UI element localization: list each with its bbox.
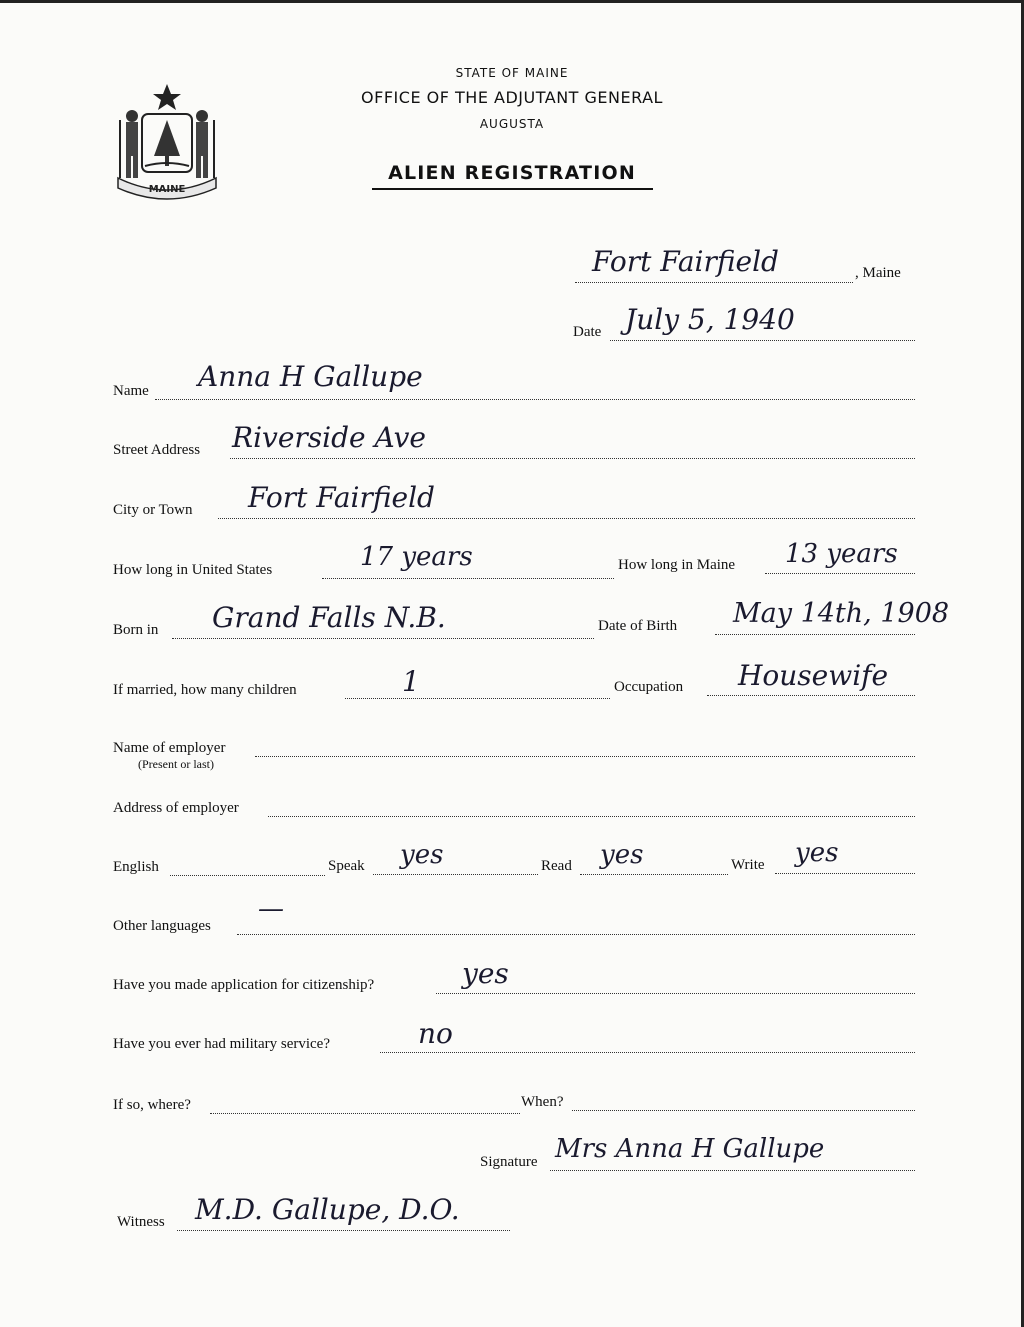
write-line (775, 873, 915, 874)
military-line (380, 1052, 915, 1053)
us-duration-value: 17 years (360, 542, 473, 572)
us-duration-line (322, 578, 614, 579)
name-line (155, 399, 915, 400)
where-label: If so, where? (113, 1097, 191, 1113)
citizenship-label: Have you made application for citizenship? (113, 977, 375, 993)
employer-label: Name of employer (113, 740, 226, 756)
children-label: If married, how many children (113, 682, 297, 698)
children-value: 1 (402, 665, 420, 698)
children-line (345, 698, 610, 699)
signature-line (550, 1170, 915, 1171)
office-heading: OFFICE OF THE ADJUTANT GENERAL (361, 88, 663, 107)
maine-duration-line (765, 573, 915, 574)
state-heading: STATE OF MAINE (455, 66, 569, 80)
city-value: Fort Fairfield (248, 481, 435, 514)
other-languages-value: — (258, 894, 284, 924)
employer-address-line (268, 816, 915, 817)
street-label: Street Address (113, 442, 201, 458)
maine-duration-label: How long in Maine (618, 557, 736, 573)
military-label: Have you ever had military service? (113, 1036, 330, 1052)
signature-value: Mrs Anna H Gallupe (555, 1134, 825, 1164)
street-line (230, 458, 915, 459)
citizenship-line (436, 993, 915, 994)
dob-label: Date of Birth (598, 618, 678, 634)
city-heading: AUGUSTA (479, 117, 545, 131)
military-value: no (418, 1017, 453, 1050)
other-languages-label: Other languages (113, 918, 211, 934)
other-languages-line (237, 934, 915, 935)
when-line (572, 1110, 915, 1111)
place-label: , Maine (855, 265, 901, 281)
date-label: Date (573, 324, 602, 340)
speak-value: yes (400, 840, 444, 870)
born-value: Grand Falls N.B. (212, 601, 446, 634)
write-label: Write (731, 857, 765, 873)
employer-address-label: Address of employer (113, 800, 239, 816)
occupation-label: Occupation (614, 679, 684, 695)
employer-line (255, 756, 915, 757)
date-value: July 5, 1940 (625, 303, 795, 336)
maine-duration-value: 13 years (785, 539, 898, 569)
seal-label: MAINE (148, 184, 186, 195)
employer-sublabel: (Present or last) (138, 757, 214, 771)
citizenship-value: yes (462, 957, 509, 990)
date-line (610, 340, 915, 341)
city-label: City or Town (113, 502, 193, 518)
us-duration-label: How long in United States (113, 562, 273, 578)
where-line (210, 1113, 520, 1114)
occupation-line (707, 695, 915, 696)
border-top (0, 0, 1024, 3)
dob-value: May 14th, 1908 (733, 598, 950, 629)
form-title: ALIEN REGISTRATION (388, 162, 636, 184)
born-label: Born in (113, 622, 159, 638)
write-value: yes (795, 838, 839, 868)
when-label: When? (521, 1094, 564, 1110)
english-line (170, 875, 325, 876)
signature-label: Signature (480, 1154, 538, 1170)
dob-line (715, 634, 915, 635)
occupation-value: Housewife (738, 659, 889, 692)
witness-line (177, 1230, 510, 1231)
name-label: Name (113, 383, 149, 399)
place-value: Fort Fairfield (592, 245, 779, 278)
speak-line (373, 874, 538, 875)
witness-label: Witness (117, 1214, 165, 1230)
city-line (218, 518, 915, 519)
title-underline (372, 188, 653, 190)
speak-label: Speak (328, 858, 365, 874)
place-line (575, 282, 853, 283)
read-line (580, 874, 728, 875)
read-label: Read (541, 858, 572, 874)
read-value: yes (600, 840, 644, 870)
born-line (172, 638, 594, 639)
english-label: English (113, 859, 159, 875)
witness-value: M.D. Gallupe, D.O. (195, 1193, 460, 1226)
name-value: Anna H Gallupe (198, 360, 423, 393)
street-value: Riverside Ave (232, 421, 427, 454)
